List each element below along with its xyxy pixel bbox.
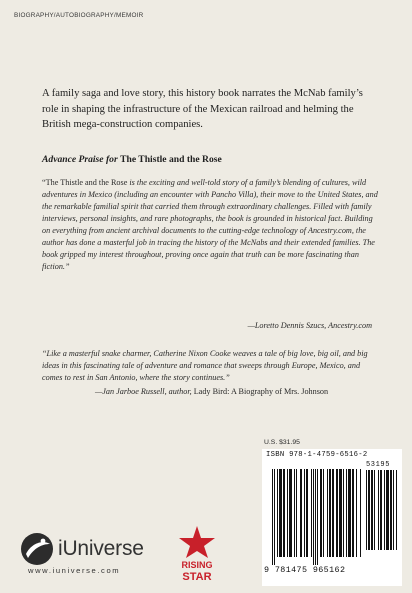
barcode-bar: [315, 469, 316, 565]
barcode-bar: [356, 469, 357, 557]
barcode-bar: [393, 470, 394, 550]
review-quote-1: [42, 177, 378, 273]
barcode-bar: [352, 469, 354, 557]
iuniverse-swoosh-icon: [20, 532, 54, 566]
publisher-logo: [20, 532, 160, 568]
book-blurb: A family saga and love story, this history book narrates the McNab family’s role in shaping the infrastructure of the Mexican railroad and helming the British mega-construction companies.: [42, 88, 363, 130]
barcode-bar: [366, 470, 367, 550]
praise-heading: [42, 154, 378, 165]
review-quote-1-body: is the exciting and well-told story of a family’s blending of cultures, wild adventures in Mexico (including an encounter with Pancho Villa), their move to the United States, and the remarkable familial spirit that carried them through extraordinary challenges. Filled with family interviews, personal insights, and rare photographs, the book is grounded in historical fact. Building on everything from ancient archival documents to the cutting-edge technology of Ancestry.com, the author has done a masterful job in tracing the history of the McNabs and their extended families. The book gripped my interest throughout, proving once again that truth can be more fascinating than fiction.”: [42, 178, 378, 271]
barcode-bar: [374, 470, 375, 550]
barcode-bar: [323, 469, 324, 557]
barcode-bar: [306, 469, 308, 557]
publisher-url: www.iuniverse.com: [28, 566, 121, 575]
barcode-bar: [343, 469, 344, 557]
barcode-bar: [311, 469, 312, 557]
barcode-bar: [339, 469, 342, 557]
barcode-bar: [332, 469, 334, 557]
isbn-text: ISBN 978-1-4759-6516-2: [266, 451, 368, 459]
rising-star-badge: [175, 524, 219, 586]
barcode-bar: [336, 469, 338, 557]
review-quote-2: “Like a masterful snake charmer, Catherine Nixon Cooke weaves a tale of big love, big oil, and big ideas in this fascinating tale of adventure and romance that sweeps through Europe, Mexico, and comes to rest in San Antonio, where the story continues.”: [42, 349, 368, 382]
publisher-name: iUniverse: [58, 537, 144, 560]
barcode-bar: [348, 469, 351, 557]
barcode-bar: [346, 469, 347, 557]
badge-line-1: RISING: [181, 560, 213, 570]
review-attribution-2-author: —Jan Jarboe Russell, author,: [95, 387, 192, 396]
barcode-bar: [390, 470, 392, 550]
review-attribution-2: [95, 387, 328, 396]
barcode-bar: [300, 469, 302, 557]
barcode-bar: [386, 470, 389, 550]
review-quote-1-title: “The Thistle and the Rose: [42, 178, 128, 187]
barcode-bar: [294, 469, 295, 557]
barcode-bar: [313, 469, 314, 565]
badge-line-2: STAR: [182, 571, 212, 583]
barcode-bar: [320, 469, 322, 557]
barcode-bar: [371, 470, 373, 550]
barcode-bar: [274, 469, 275, 565]
category-label: BIOGRAPHY/AUTOBIOGRAPHY/MEMOIR: [14, 12, 144, 19]
barcode-bar: [327, 469, 328, 557]
barcode-bar: [277, 469, 278, 557]
price-addon-digits: 53195: [366, 461, 391, 469]
barcode-area: [262, 449, 402, 586]
barcode-bar: [283, 469, 285, 557]
barcode-bar: [329, 469, 331, 557]
barcode-bar: [279, 469, 282, 557]
barcode-bar: [384, 470, 385, 550]
barcode-bar: [304, 469, 305, 557]
barcode-bar: [317, 469, 318, 565]
barcode-bar: [287, 469, 288, 557]
barcode-bar: [368, 470, 370, 550]
review-attribution-2-book: Lady Bird: A Biography of Mrs. Johnson: [191, 387, 329, 396]
ean-barcode: [272, 469, 362, 567]
price-label: U.S. $31.95: [264, 439, 300, 446]
barcode-bar: [272, 469, 273, 565]
praise-heading-title: The Thistle and the Rose: [120, 154, 222, 165]
barcode-bar: [396, 470, 397, 550]
barcode-bar: [296, 469, 297, 557]
review-attribution-1: —Loretto Dennis Szucs, Ancestry.com: [247, 321, 372, 330]
praise-heading-prefix: Advance Praise for: [42, 154, 118, 165]
barcode-bar: [360, 469, 361, 557]
addon-barcode: [366, 470, 400, 560]
ean-digits: 9 781475 965162: [264, 565, 346, 575]
barcode-bar: [289, 469, 292, 557]
barcode-bar: [378, 470, 379, 550]
barcode-bar: [380, 470, 382, 550]
